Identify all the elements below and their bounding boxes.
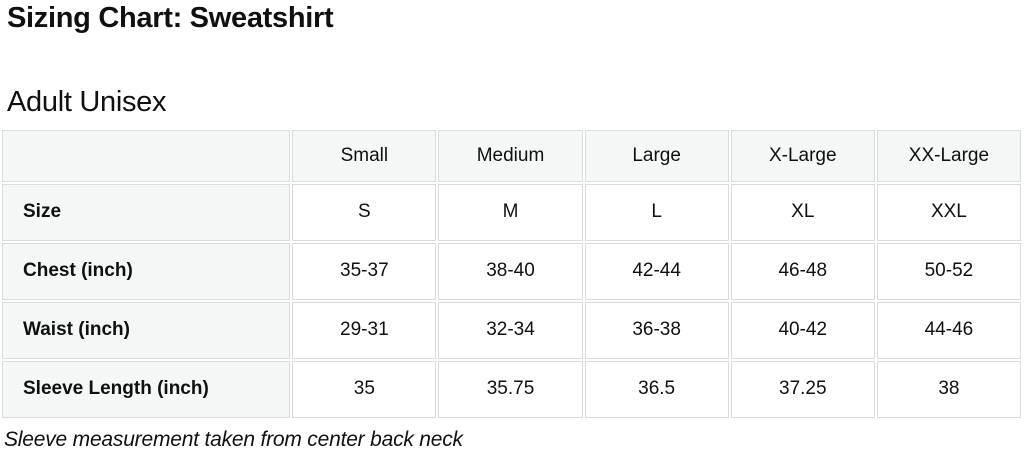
sizing-table (0, 128, 1023, 420)
row-label-waist: Waist (inch) (2, 302, 290, 359)
cell-chest-x-large: 46-48 (731, 243, 875, 300)
column-header-xx-large: XX-Large (877, 130, 1021, 182)
cell-sleeve-x-large: 37.25 (731, 361, 875, 418)
column-header-medium: Medium (438, 130, 582, 182)
cell-size-xx-large: XXL (877, 184, 1021, 241)
cell-sleeve-small: 35 (292, 361, 436, 418)
cell-waist-medium: 32-34 (438, 302, 582, 359)
cell-size-small: S (292, 184, 436, 241)
table-row-chest (2, 243, 1021, 300)
cell-chest-xx-large: 50-52 (877, 243, 1021, 300)
cell-waist-x-large: 40-42 (731, 302, 875, 359)
cell-size-medium: M (438, 184, 582, 241)
cell-waist-large: 36-38 (585, 302, 729, 359)
page-title: Sizing Chart: Sweatshirt (7, 2, 334, 34)
cell-size-x-large: XL (731, 184, 875, 241)
cell-waist-xx-large: 44-46 (877, 302, 1021, 359)
cell-size-large: L (585, 184, 729, 241)
table-row-waist (2, 302, 1021, 359)
cell-chest-medium: 38-40 (438, 243, 582, 300)
section-title: Adult Unisex (7, 85, 167, 118)
column-header-x-large: X-Large (731, 130, 875, 182)
row-label-size: Size (2, 184, 290, 241)
table-header-row (2, 130, 1021, 182)
column-header-blank (2, 130, 290, 182)
row-label-sleeve-length: Sleeve Length (inch) (2, 361, 290, 418)
cell-sleeve-large: 36.5 (585, 361, 729, 418)
column-header-small: Small (292, 130, 436, 182)
table-row-sleeve-length (2, 361, 1021, 418)
cell-sleeve-medium: 35.75 (438, 361, 582, 418)
cell-chest-large: 42-44 (585, 243, 729, 300)
table-row-size (2, 184, 1021, 241)
cell-waist-small: 29-31 (292, 302, 436, 359)
footnote: Sleeve measurement taken from center back neck (4, 427, 463, 451)
column-header-large: Large (585, 130, 729, 182)
row-label-chest: Chest (inch) (2, 243, 290, 300)
cell-sleeve-xx-large: 38 (877, 361, 1021, 418)
cell-chest-small: 35-37 (292, 243, 436, 300)
